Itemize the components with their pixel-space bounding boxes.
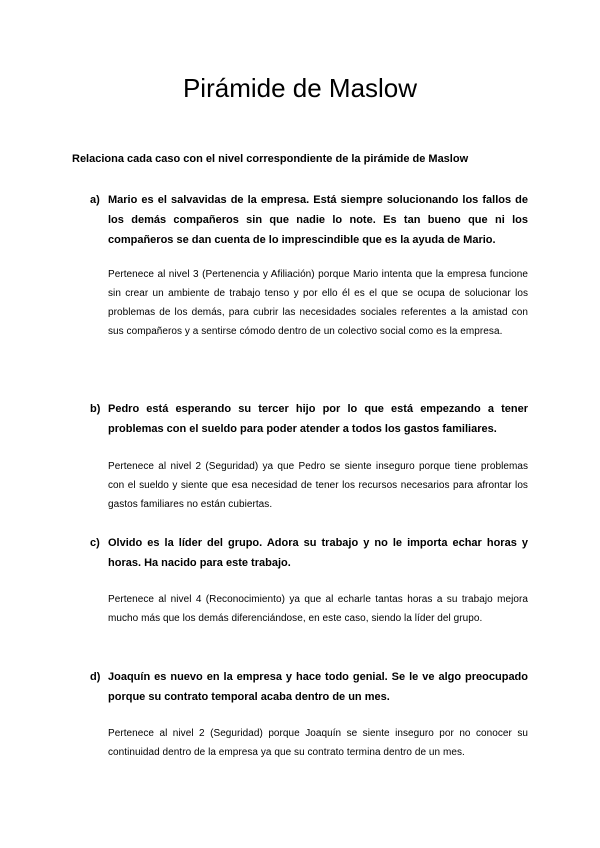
page-title: Pirámide de Maslow	[182, 73, 418, 103]
case-question: Olvido es la líder del grupo. Adora su trabajo y no le importa echar horas y horas. Ha nacido para este trabajo.	[108, 537, 528, 569]
case-answer: Pertenece al nivel 2 (Seguridad) porque Joaquín se siente inseguro por no conocer su continuidad dentro de la empresa ya que su contrato termina dentro de un mes.	[108, 728, 528, 758]
case-answer: Pertenece al nivel 2 (Seguridad) ya que Pedro se siente inseguro porque tiene problemas con el sueldo y siente que esa necesidad de tener los recursos necesarios para afrontar los gastos familiares no están cubiertas.	[108, 461, 528, 510]
instruction-text: Relaciona cada caso con el nivel correspondiente de la pirámide de Maslow	[72, 153, 469, 165]
case-question: Mario es el salvavidas de la empresa. Está siempre solucionando los fallos de los demás compañeros sin que nadie lo note. Es tan bueno que ni los compañeros se dan cuenta de lo imprescindible que es la ayuda de Mario.	[108, 194, 528, 246]
item-letter: d)	[90, 671, 101, 683]
case-answer: Pertenece al nivel 3 (Pertenencia y Afiliación) porque Mario intenta que la empresa funcione sin crear un ambiente de trabajo tenso y por ello él es el que se ocupa de solucionar los problemas de los demás, para cubrir las necesidades sociales referentes a la amistad con sus compañeros y a sentirse cómodo dentro de un colectivo social como es la empresa.	[108, 269, 528, 337]
item-letter: b)	[90, 403, 101, 415]
case-question: Pedro está esperando su tercer hijo por lo que está empezando a tener problemas con el sueldo para poder atender a todos los gastos familiares.	[108, 403, 528, 435]
item-letter: c)	[90, 537, 100, 549]
case-question: Joaquín es nuevo en la empresa y hace todo genial. Se le ve algo preocupado porque su contrato temporal acaba dentro de un mes.	[108, 671, 528, 703]
item-letter: a)	[90, 194, 100, 206]
case-answer: Pertenece al nivel 4 (Reconocimiento) ya que al echarle tantas horas a su trabajo mejora mucho más que los demás diferenciándose, en este caso, siendo la líder del grupo.	[108, 594, 528, 624]
